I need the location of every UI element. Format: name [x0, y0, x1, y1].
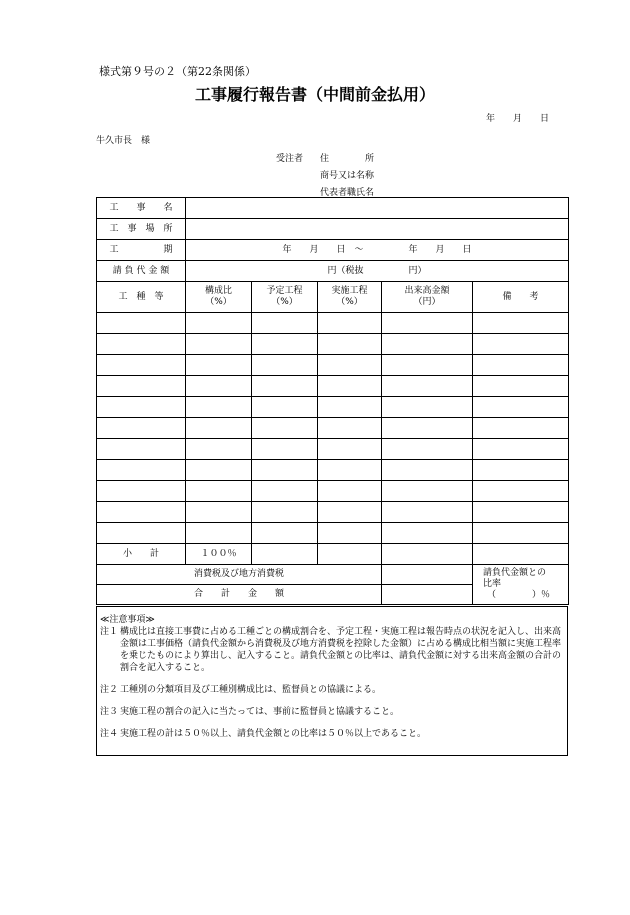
table-cell[interactable]	[473, 544, 569, 565]
header-row	[97, 282, 569, 313]
table-cell[interactable]	[186, 523, 252, 544]
report-table	[96, 197, 569, 605]
table-row	[97, 460, 569, 481]
table-cell[interactable]	[252, 376, 318, 397]
table-cell[interactable]	[186, 334, 252, 355]
table-row	[97, 397, 569, 418]
header-remarks: 備 考	[473, 282, 569, 313]
date-label[interactable]: 年 月 日	[486, 114, 550, 124]
table-row	[97, 355, 569, 376]
table-row	[97, 481, 569, 502]
header-amount: 出来高金額 （円）	[382, 282, 473, 313]
table-cell[interactable]	[186, 313, 252, 334]
table-cell[interactable]	[252, 502, 318, 523]
table-row	[97, 439, 569, 460]
total-label: 合 計 金 額	[97, 585, 382, 605]
table-cell[interactable]	[186, 376, 252, 397]
table-cell[interactable]	[318, 418, 382, 439]
period-label: 工 期	[97, 240, 186, 261]
note-text: 構成比は直接工事費に占める工種ごとの構成割合を、予定工程・実施工程は報告時点の状況を記入し、出来高金額は工事価格（請負代金額から消費税及び地方消費税を控除した金額）に占める構成比相当額に実施工程率を乗じたものにより算出し、記入すること。請負代金額との比率は、請負代金額に対する出来高金額の合計の割合を記入すること。	[120, 627, 562, 673]
tax-amount-field[interactable]	[382, 565, 473, 585]
table-cell[interactable]	[473, 355, 569, 376]
table-cell[interactable]	[382, 397, 473, 418]
table-cell[interactable]	[473, 460, 569, 481]
table-cell[interactable]	[97, 313, 186, 334]
table-cell[interactable]	[97, 523, 186, 544]
table-cell[interactable]	[318, 313, 382, 334]
contractor-company-label[interactable]: 商号又は名称	[320, 171, 375, 181]
header-actual: 実施工程 （%）	[318, 282, 382, 313]
table-cell[interactable]	[252, 313, 318, 334]
table-cell[interactable]	[252, 418, 318, 439]
table-cell[interactable]	[97, 376, 186, 397]
table-row	[97, 334, 569, 355]
note-label: 注２	[100, 685, 119, 695]
table-cell[interactable]	[186, 481, 252, 502]
table-cell[interactable]	[382, 334, 473, 355]
page-title: 工事履行報告書（中間前金払用）	[194, 85, 435, 104]
table-cell[interactable]	[382, 376, 473, 397]
table-cell[interactable]	[186, 397, 252, 418]
work-place-label: 工 事 場 所	[97, 219, 186, 240]
note-4	[100, 728, 561, 740]
notes-box	[96, 606, 568, 756]
table-cell[interactable]	[186, 418, 252, 439]
table-cell[interactable]	[252, 334, 318, 355]
addressee: 牛久市長 様	[96, 136, 151, 146]
table-cell[interactable]	[318, 544, 382, 565]
table-row	[97, 523, 569, 544]
table-cell[interactable]	[252, 397, 318, 418]
table-cell[interactable]	[97, 439, 186, 460]
table-cell[interactable]	[473, 397, 569, 418]
note-text: 実施工程の計は５０％以上、請負代金額との比率は５０％以上であること。	[120, 729, 427, 739]
table-cell[interactable]	[473, 523, 569, 544]
table-cell[interactable]	[318, 376, 382, 397]
table-cell[interactable]	[318, 397, 382, 418]
table-cell[interactable]	[382, 544, 473, 565]
note-3	[100, 706, 561, 718]
table-row	[97, 376, 569, 397]
table-cell[interactable]	[97, 334, 186, 355]
table-cell[interactable]	[473, 439, 569, 460]
table-cell[interactable]	[186, 460, 252, 481]
table-cell[interactable]	[382, 523, 473, 544]
table-cell[interactable]	[252, 481, 318, 502]
table-cell[interactable]	[473, 418, 569, 439]
table-cell[interactable]	[382, 481, 473, 502]
table-cell[interactable]	[97, 460, 186, 481]
table-cell[interactable]	[186, 439, 252, 460]
table-row	[97, 418, 569, 439]
table-cell[interactable]	[318, 460, 382, 481]
table-cell[interactable]	[97, 355, 186, 376]
table-cell[interactable]	[318, 439, 382, 460]
contract-amount-label: 請 負 代 金 額	[97, 261, 186, 282]
notes-heading: ≪注意事項≫	[100, 615, 155, 625]
ratio-cell[interactable]	[473, 565, 569, 605]
header-ratio: 構成比 （%）	[186, 282, 252, 313]
table-cell[interactable]	[473, 481, 569, 502]
note-label: 注１	[100, 627, 119, 637]
table-cell[interactable]	[382, 460, 473, 481]
table-cell[interactable]	[252, 355, 318, 376]
ratio-label: 請負代金額との	[483, 568, 547, 578]
header-planned: 予定工程 （%）	[252, 282, 318, 313]
table-cell[interactable]	[382, 439, 473, 460]
table-cell[interactable]	[186, 355, 252, 376]
period-field[interactable]: 年 月 日 ～ 年 月 日	[186, 240, 569, 261]
total-amount-field[interactable]	[382, 585, 473, 605]
table-cell[interactable]	[97, 502, 186, 523]
table-cell[interactable]	[252, 439, 318, 460]
note-text: 実施工程の割合の記入に当たっては、事前に監督員と協議すること。	[120, 707, 400, 717]
note-label: 注４	[100, 729, 119, 739]
table-row	[97, 502, 569, 523]
table-cell[interactable]	[318, 481, 382, 502]
note-label: 注３	[100, 707, 119, 717]
table-cell[interactable]	[318, 502, 382, 523]
table-cell[interactable]	[252, 460, 318, 481]
tax-label: 消費税及び地方消費税	[97, 565, 382, 585]
contractor-label: 受注者	[276, 154, 304, 164]
header-work-type: 工 種 等	[97, 282, 186, 313]
subtotal-ratio: １００％	[186, 544, 252, 565]
table-cell[interactable]	[186, 502, 252, 523]
contract-amount-field[interactable]: 円（税抜 円）	[186, 261, 569, 282]
table-cell[interactable]	[97, 481, 186, 502]
note-1	[100, 626, 561, 674]
table-cell[interactable]	[473, 334, 569, 355]
work-name-label: 工 事 名	[97, 198, 186, 219]
subtotal-row	[97, 544, 569, 565]
form-reference: 様式第９号の２（第22条関係）	[99, 65, 256, 78]
ratio-value: （ ）％	[487, 590, 551, 600]
table-cell[interactable]	[252, 523, 318, 544]
subtotal-label: 小 計	[97, 544, 186, 565]
work-name-field[interactable]	[186, 198, 569, 219]
table-cell[interactable]	[318, 334, 382, 355]
table-cell[interactable]	[318, 355, 382, 376]
table-cell[interactable]	[318, 523, 382, 544]
work-place-field[interactable]	[186, 219, 569, 240]
note-2	[100, 684, 561, 696]
note-text: 工種別の分類項目及び工種別構成比は、監督員との協議による。	[120, 685, 382, 695]
table-cell[interactable]	[473, 502, 569, 523]
tax-row	[97, 565, 569, 585]
table-cell[interactable]	[97, 397, 186, 418]
contractor-address-label[interactable]: 住 所	[320, 154, 375, 164]
table-cell[interactable]	[252, 544, 318, 565]
table-cell[interactable]	[382, 355, 473, 376]
contractor-representative-label[interactable]: 代表者職氏名	[320, 188, 375, 198]
table-cell[interactable]	[473, 313, 569, 334]
table-cell[interactable]	[382, 502, 473, 523]
table-cell[interactable]	[473, 376, 569, 397]
table-cell[interactable]	[97, 418, 186, 439]
ratio-label-line2: 比率	[483, 579, 502, 589]
table-cell[interactable]	[382, 313, 473, 334]
table-cell[interactable]	[382, 418, 473, 439]
table-row	[97, 313, 569, 334]
